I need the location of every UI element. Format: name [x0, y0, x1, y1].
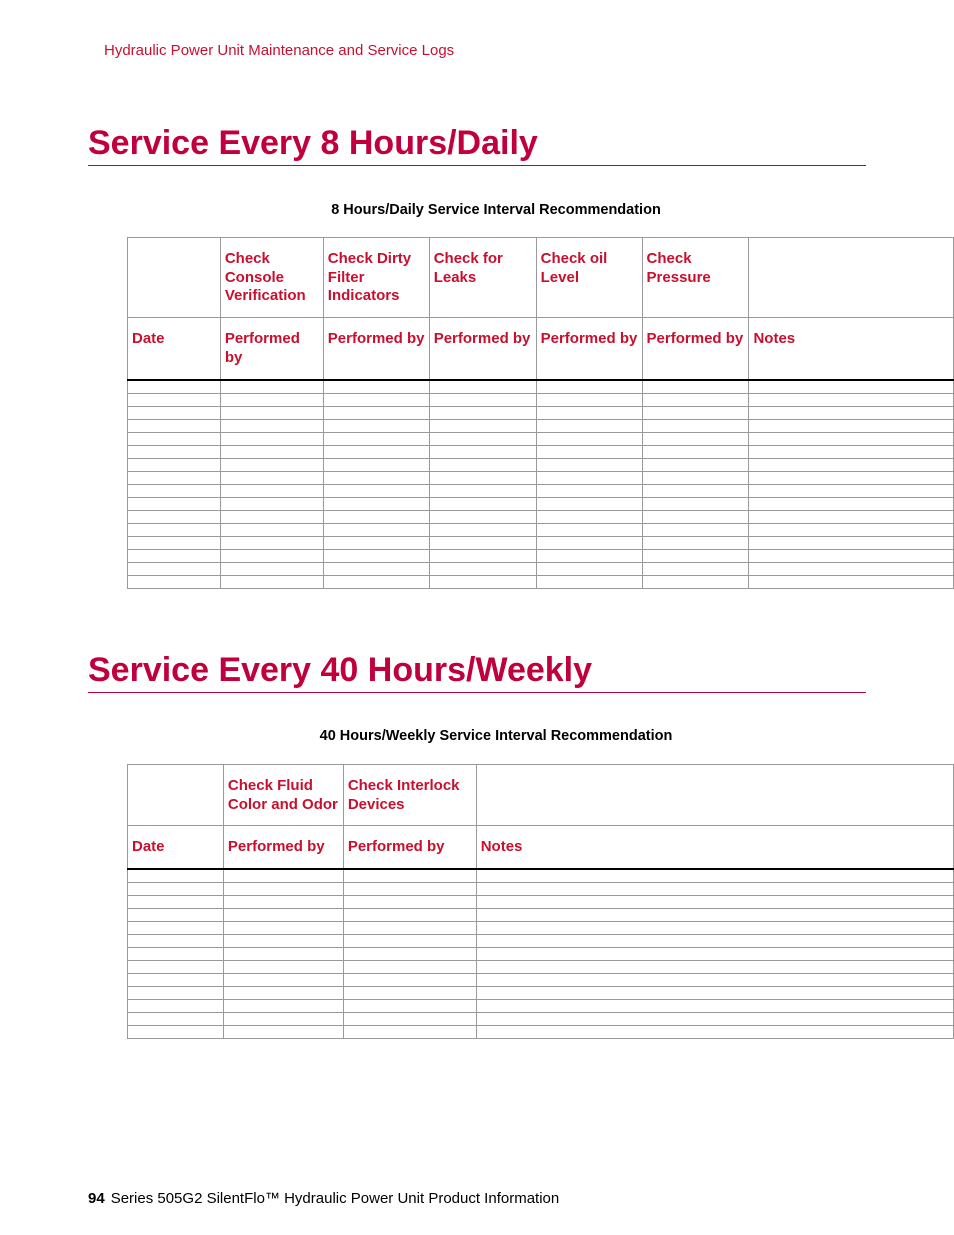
- log-entry-cell: [476, 973, 953, 986]
- header-cell: Date: [128, 318, 221, 380]
- log-entry-cell: [343, 882, 476, 895]
- log-entry-cell: [476, 921, 953, 934]
- log-entry-row: [128, 497, 954, 510]
- log-entry-cell: [223, 960, 343, 973]
- header-row-columns: [128, 826, 954, 869]
- log-entry-cell: [749, 484, 954, 497]
- log-entry-cell: [343, 869, 476, 883]
- header-cell: Performed by: [343, 826, 476, 869]
- log-entry-cell: [536, 536, 642, 549]
- log-entry-row: [128, 1025, 954, 1038]
- page-footer: [88, 1190, 559, 1207]
- log-entry-cell: [749, 471, 954, 484]
- log-entry-cell: [642, 523, 749, 536]
- log-entry-cell: [323, 497, 429, 510]
- log-entry-cell: [223, 908, 343, 921]
- log-entry-cell: [128, 908, 224, 921]
- log-entry-cell: [536, 575, 642, 588]
- log-entry-cell: [128, 458, 221, 471]
- log-entry-cell: [476, 908, 953, 921]
- log-entry-cell: [223, 986, 343, 999]
- log-entry-cell: [749, 419, 954, 432]
- log-entry-row: [128, 523, 954, 536]
- log-entry-cell: [128, 536, 221, 549]
- log-entry-cell: [223, 999, 343, 1012]
- log-entry-cell: [476, 934, 953, 947]
- log-entry-cell: [429, 419, 536, 432]
- log-entry-cell: [476, 947, 953, 960]
- log-entry-cell: [536, 393, 642, 406]
- log-entry-row: [128, 484, 954, 497]
- header-cell: Performed by: [429, 318, 536, 380]
- header-cell: [476, 765, 953, 826]
- log-entry-cell: [536, 562, 642, 575]
- log-entry-cell: [223, 921, 343, 934]
- log-entry-cell: [323, 406, 429, 419]
- log-entry-cell: [429, 393, 536, 406]
- log-entry-cell: [476, 1025, 953, 1038]
- log-entry-row: [128, 934, 954, 947]
- log-entry-cell: [343, 973, 476, 986]
- log-entry-cell: [429, 562, 536, 575]
- log-entry-cell: [323, 380, 429, 394]
- log-entry-cell: [642, 458, 749, 471]
- log-entry-cell: [128, 895, 224, 908]
- log-entry-row: [128, 458, 954, 471]
- header-cell: Date: [128, 826, 224, 869]
- log-entry-row: [128, 869, 954, 883]
- log-entry-cell: [223, 869, 343, 883]
- log-entry-cell: [536, 471, 642, 484]
- log-entry-cell: [128, 973, 224, 986]
- log-entry-cell: [128, 419, 221, 432]
- log-entry-cell: [343, 908, 476, 921]
- log-entry-cell: [323, 536, 429, 549]
- log-entry-row: [128, 549, 954, 562]
- header-cell: Check Fluid Color and Odor: [223, 765, 343, 826]
- footer-text: Series 505G2 SilentFlo™ Hydraulic Power Unit Product Information: [110, 1190, 560, 1207]
- log-entry-cell: [128, 575, 221, 588]
- log-entry-cell: [128, 510, 221, 523]
- log-entry-cell: [642, 575, 749, 588]
- log-entry-row: [128, 921, 954, 934]
- log-entry-cell: [429, 510, 536, 523]
- header-row-tasks: [128, 238, 954, 318]
- log-entry-row: [128, 419, 954, 432]
- log-entry-cell: [128, 999, 224, 1012]
- log-entry-cell: [749, 523, 954, 536]
- log-entry-cell: [220, 445, 323, 458]
- log-entry-row: [128, 510, 954, 523]
- log-entry-cell: [343, 999, 476, 1012]
- log-entry-cell: [476, 869, 953, 883]
- log-entry-cell: [128, 406, 221, 419]
- log-entry-cell: [429, 458, 536, 471]
- daily-service-log-table: [127, 237, 954, 589]
- log-entry-cell: [536, 549, 642, 562]
- log-entry-cell: [749, 432, 954, 445]
- log-entry-cell: [128, 1012, 224, 1025]
- log-entry-cell: [220, 497, 323, 510]
- log-entry-cell: [223, 1012, 343, 1025]
- log-entry-cell: [220, 458, 323, 471]
- log-entry-row: [128, 562, 954, 575]
- log-entry-cell: [429, 380, 536, 394]
- log-entry-row: [128, 960, 954, 973]
- log-entry-cell: [429, 536, 536, 549]
- log-entry-cell: [642, 484, 749, 497]
- log-entry-cell: [429, 432, 536, 445]
- log-entry-row: [128, 471, 954, 484]
- log-entry-cell: [220, 549, 323, 562]
- log-entry-cell: [220, 419, 323, 432]
- log-entry-cell: [220, 510, 323, 523]
- log-entry-cell: [642, 497, 749, 510]
- log-entry-cell: [323, 484, 429, 497]
- log-entry-cell: [429, 523, 536, 536]
- log-entry-cell: [536, 406, 642, 419]
- log-entry-cell: [429, 549, 536, 562]
- weekly-service-log-table: [127, 764, 954, 1039]
- log-entry-cell: [220, 471, 323, 484]
- log-entry-cell: [128, 882, 224, 895]
- header-row-columns: [128, 318, 954, 380]
- log-entry-cell: [642, 471, 749, 484]
- log-entry-row: [128, 406, 954, 419]
- log-entry-cell: [476, 960, 953, 973]
- log-entry-cell: [749, 575, 954, 588]
- header-cell: Performed by: [323, 318, 429, 380]
- log-entry-cell: [128, 921, 224, 934]
- log-entry-cell: [476, 882, 953, 895]
- log-entry-cell: [323, 445, 429, 458]
- log-entry-row: [128, 445, 954, 458]
- log-entry-cell: [220, 432, 323, 445]
- header-cell: Check for Leaks: [429, 238, 536, 318]
- log-entry-cell: [343, 1012, 476, 1025]
- log-entry-cell: [128, 393, 221, 406]
- log-entry-cell: [220, 406, 323, 419]
- log-entry-cell: [343, 895, 476, 908]
- log-entry-cell: [128, 869, 224, 883]
- log-entry-cell: [749, 562, 954, 575]
- header-cell: Check Console Verification: [220, 238, 323, 318]
- log-entry-cell: [128, 497, 221, 510]
- log-entry-cell: [749, 458, 954, 471]
- log-entry-cell: [429, 575, 536, 588]
- log-entry-row: [128, 895, 954, 908]
- log-entry-cell: [642, 432, 749, 445]
- section-title-weekly: Service Every 40 Hours/Weekly: [88, 650, 866, 693]
- log-entry-cell: [536, 484, 642, 497]
- log-entry-cell: [220, 484, 323, 497]
- log-entry-cell: [220, 393, 323, 406]
- header-cell: Performed by: [536, 318, 642, 380]
- log-entry-cell: [749, 510, 954, 523]
- log-entry-cell: [749, 406, 954, 419]
- log-entry-row: [128, 380, 954, 394]
- log-entry-cell: [536, 445, 642, 458]
- log-entry-cell: [749, 445, 954, 458]
- log-entry-cell: [323, 432, 429, 445]
- log-entry-row: [128, 575, 954, 588]
- log-entry-cell: [223, 895, 343, 908]
- log-entry-cell: [323, 419, 429, 432]
- log-entry-row: [128, 393, 954, 406]
- log-entry-cell: [323, 510, 429, 523]
- header-cell: Performed by: [220, 318, 323, 380]
- log-entry-cell: [642, 393, 749, 406]
- table-caption-weekly: 40 Hours/Weekly Service Interval Recommendation: [319, 728, 673, 744]
- log-entry-cell: [343, 960, 476, 973]
- log-entry-cell: [749, 380, 954, 394]
- header-cell: Check Dirty Filter Indicators: [323, 238, 429, 318]
- log-entry-cell: [323, 471, 429, 484]
- log-entry-row: [128, 908, 954, 921]
- log-entry-cell: [642, 562, 749, 575]
- log-entry-cell: [128, 445, 221, 458]
- header-cell: Notes: [749, 318, 954, 380]
- log-entry-cell: [536, 432, 642, 445]
- log-entry-cell: [536, 419, 642, 432]
- log-entry-cell: [128, 986, 224, 999]
- log-entry-cell: [429, 406, 536, 419]
- log-entry-row: [128, 536, 954, 549]
- log-entry-cell: [128, 380, 221, 394]
- log-entry-cell: [220, 536, 323, 549]
- log-entry-cell: [220, 523, 323, 536]
- log-entry-cell: [536, 497, 642, 510]
- log-entry-cell: [128, 1025, 224, 1038]
- header-cell: Notes: [476, 826, 953, 869]
- log-entry-cell: [223, 934, 343, 947]
- log-entry-cell: [536, 510, 642, 523]
- log-entry-cell: [429, 497, 536, 510]
- log-entry-cell: [642, 549, 749, 562]
- log-entry-cell: [343, 934, 476, 947]
- log-entry-cell: [343, 1025, 476, 1038]
- log-entry-cell: [128, 934, 224, 947]
- log-entry-cell: [128, 947, 224, 960]
- log-entry-cell: [220, 380, 323, 394]
- log-entry-row: [128, 432, 954, 445]
- log-entry-cell: [429, 484, 536, 497]
- log-entry-cell: [642, 419, 749, 432]
- table-caption-daily: 8 Hours/Daily Service Interval Recommendation: [331, 202, 661, 218]
- log-entry-cell: [323, 523, 429, 536]
- log-entry-cell: [642, 510, 749, 523]
- log-entry-cell: [642, 406, 749, 419]
- log-entry-row: [128, 986, 954, 999]
- log-entry-cell: [128, 484, 221, 497]
- running-head: Hydraulic Power Unit Maintenance and Service Logs: [104, 42, 455, 59]
- header-cell: Performed by: [642, 318, 749, 380]
- log-entry-cell: [323, 575, 429, 588]
- log-entry-cell: [536, 523, 642, 536]
- log-entry-cell: [343, 986, 476, 999]
- log-entry-cell: [536, 458, 642, 471]
- log-entry-cell: [476, 999, 953, 1012]
- log-entry-cell: [223, 882, 343, 895]
- log-entry-cell: [476, 895, 953, 908]
- log-entry-cell: [128, 471, 221, 484]
- log-entry-cell: [128, 523, 221, 536]
- log-entry-cell: [749, 393, 954, 406]
- header-cell: Check Interlock Devices: [343, 765, 476, 826]
- log-entry-cell: [220, 575, 323, 588]
- log-entry-row: [128, 947, 954, 960]
- log-entry-cell: [128, 549, 221, 562]
- log-entry-cell: [476, 986, 953, 999]
- log-entry-cell: [429, 471, 536, 484]
- log-entry-cell: [642, 536, 749, 549]
- log-entry-cell: [343, 921, 476, 934]
- log-entry-cell: [220, 562, 323, 575]
- log-entry-row: [128, 882, 954, 895]
- header-cell: [128, 765, 224, 826]
- log-entry-row: [128, 999, 954, 1012]
- log-entry-cell: [642, 445, 749, 458]
- log-entry-cell: [323, 549, 429, 562]
- log-entry-cell: [128, 432, 221, 445]
- header-cell: Check Pressure: [642, 238, 749, 318]
- log-entry-cell: [223, 1025, 343, 1038]
- log-entry-cell: [749, 549, 954, 562]
- log-entry-cell: [323, 562, 429, 575]
- log-entry-cell: [323, 458, 429, 471]
- log-entry-cell: [642, 380, 749, 394]
- log-entry-cell: [343, 947, 476, 960]
- log-entry-cell: [223, 973, 343, 986]
- log-entry-cell: [536, 380, 642, 394]
- header-cell: [128, 238, 221, 318]
- header-cell: Performed by: [223, 826, 343, 869]
- log-entry-cell: [128, 562, 221, 575]
- log-entry-row: [128, 1012, 954, 1025]
- section-title-daily: Service Every 8 Hours/Daily: [88, 123, 866, 166]
- header-row-tasks: [128, 765, 954, 826]
- log-entry-row: [128, 973, 954, 986]
- log-entry-cell: [323, 393, 429, 406]
- log-entry-cell: [128, 960, 224, 973]
- log-entry-cell: [476, 1012, 953, 1025]
- log-entry-cell: [749, 536, 954, 549]
- log-entry-cell: [749, 497, 954, 510]
- log-entry-cell: [429, 445, 536, 458]
- page-number: 94: [88, 1190, 105, 1207]
- log-entry-cell: [223, 947, 343, 960]
- header-cell: [749, 238, 954, 318]
- header-cell: Check oil Level: [536, 238, 642, 318]
